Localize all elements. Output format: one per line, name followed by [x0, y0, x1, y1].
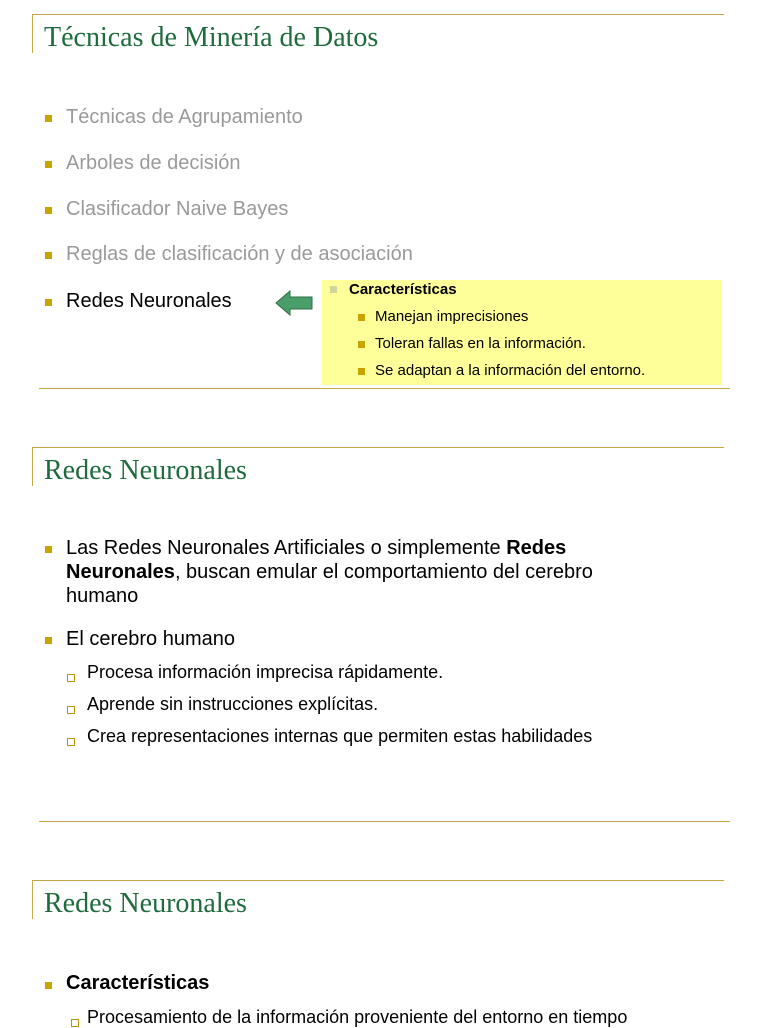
slide1-item-5: Redes Neuronales — [66, 290, 232, 312]
bullet-icon — [45, 207, 52, 214]
bullet-icon — [45, 161, 52, 168]
slide2-subitem-1: Procesa información imprecisa rápidamente. — [87, 662, 444, 682]
bullet-icon — [45, 637, 52, 644]
paragraph-text: Las Redes Neuronales Artificiales o simplemente — [66, 537, 507, 559]
slide1-item-3: Clasificador Naive Bayes — [66, 198, 289, 220]
slide1-item-1: Técnicas de Agrupamiento — [66, 106, 303, 128]
slide2-bottom-rule — [39, 821, 730, 822]
slide1-bottom-rule — [39, 388, 730, 389]
hollow-bullet-icon — [67, 674, 75, 682]
slide1-item-4: Reglas de clasificación y de asociación — [66, 243, 413, 265]
hollow-bullet-icon — [71, 1019, 79, 1027]
bullet-icon — [45, 299, 52, 306]
callout-item-3: Se adaptan a la información del entorno. — [375, 362, 646, 379]
paragraph-bold: Neuronales — [66, 561, 175, 583]
slide3-heading: Características — [66, 972, 210, 994]
bullet-icon — [358, 341, 365, 348]
slide2-subitem-3: Crea representaciones internas que permiten estas habilidades — [87, 726, 593, 746]
slide3-title: Redes Neuronales — [44, 888, 247, 919]
hollow-bullet-icon — [67, 738, 75, 746]
bullet-icon — [45, 252, 52, 259]
slide2-paragraph-line-3: humano — [66, 585, 139, 607]
slide2-subitem-2: Aprende sin instrucciones explícitas. — [87, 694, 379, 714]
characteristics-callout — [322, 280, 722, 385]
bullet-icon — [45, 546, 52, 553]
slide2-title: Redes Neuronales — [44, 455, 247, 486]
bullet-icon — [45, 982, 52, 989]
bullet-icon — [330, 286, 337, 293]
bullet-icon — [358, 314, 365, 321]
callout-item-1: Manejan imprecisiones — [375, 308, 529, 325]
bullet-icon — [45, 115, 52, 122]
slide3-subitem-1: Procesamiento de la información proveniente del entorno en tiempo — [87, 1007, 628, 1027]
slide2-paragraph-line-2 — [66, 561, 593, 584]
hollow-bullet-icon — [67, 706, 75, 714]
paragraph-bold: Redes — [506, 537, 567, 559]
slide1-item-2: Arboles de decisión — [66, 152, 241, 174]
callout-item-2: Toleran fallas en la información. — [375, 335, 586, 352]
slide1-title: Técnicas de Minería de Datos — [44, 22, 379, 53]
slide2-paragraph-line-1 — [66, 537, 566, 560]
left-arrow-icon — [275, 289, 313, 317]
bullet-icon — [358, 368, 365, 375]
callout-heading: Características — [349, 281, 457, 298]
paragraph-text: , buscan emular el comportamiento del cerebro — [174, 561, 593, 583]
slide2-item-brain: El cerebro humano — [66, 628, 235, 650]
